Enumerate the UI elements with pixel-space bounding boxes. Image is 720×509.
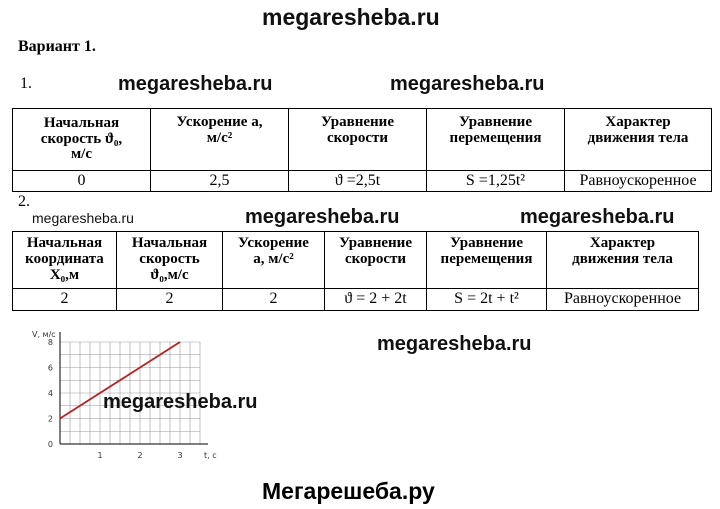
- table-task-1: [12, 108, 712, 192]
- section-title: Вариант 1.: [18, 38, 96, 55]
- header-cell: Начальная скорость ϑ₀, м/с: [13, 109, 151, 171]
- site-title: megaresheba.ru: [262, 4, 440, 30]
- y-tick-label: 8: [47, 338, 53, 347]
- task-2-number: 2.: [18, 193, 30, 210]
- header-cell: Уравнение перемещения: [427, 109, 565, 171]
- table-cell: 2: [117, 289, 223, 311]
- header-cell: Характер движения тела: [565, 109, 712, 171]
- table-cell: ϑ = 2 + 2t: [325, 289, 427, 311]
- table-cell: 0: [13, 171, 151, 192]
- header-cell: Ускорение а, м/с²: [151, 109, 289, 171]
- watermark: megaresheba.ru: [390, 73, 545, 95]
- watermark: megaresheba.ru: [520, 206, 675, 228]
- header-cell: Начальная координата X₀,м: [13, 232, 117, 289]
- y-tick-label: 0: [47, 440, 53, 449]
- table-cell: Равноускоренное: [547, 289, 699, 311]
- table-cell: S = 2t + t²: [427, 289, 547, 311]
- table-cell: ϑ =2,5t: [289, 171, 427, 192]
- table-cell: S =1,25t²: [427, 171, 565, 192]
- x-axis-label: t, c: [204, 451, 217, 460]
- header-cell: Уравнение скорости: [325, 232, 427, 289]
- y-tick-label: 6: [47, 363, 53, 373]
- table-cell: 2: [13, 289, 117, 311]
- task-1-number: 1.: [20, 75, 32, 92]
- y-tick-label: 2: [47, 414, 53, 424]
- header-cell: Ускорение а, м/с²: [223, 232, 325, 289]
- y-axis-label: V, м/с: [32, 330, 56, 339]
- table-task-2: [12, 231, 699, 311]
- table-cell: 2,5: [151, 171, 289, 192]
- table-cell: Равноускоренное: [565, 171, 712, 192]
- x-tick-label: 3: [177, 451, 183, 460]
- x-tick-label: 2: [137, 451, 143, 460]
- y-tick-label: 4: [47, 389, 53, 398]
- watermark: megaresheba.ru: [118, 73, 273, 95]
- watermark: megaresheba.ru: [377, 333, 532, 355]
- watermark: megaresheba.ru: [32, 210, 134, 226]
- header-cell: Характер движения тела: [547, 232, 699, 289]
- header-cell: Начальная скорость ϑ₀,м/с: [117, 232, 223, 289]
- footer-title: Мегарешеба.ру: [262, 478, 435, 504]
- header-cell: Уравнение скорости: [289, 109, 427, 171]
- watermark: megaresheba.ru: [103, 391, 258, 413]
- table-cell: 2: [223, 289, 325, 311]
- x-tick-label: 1: [97, 451, 103, 460]
- watermark: megaresheba.ru: [245, 206, 400, 228]
- header-cell: Уравнение перемещения: [427, 232, 547, 289]
